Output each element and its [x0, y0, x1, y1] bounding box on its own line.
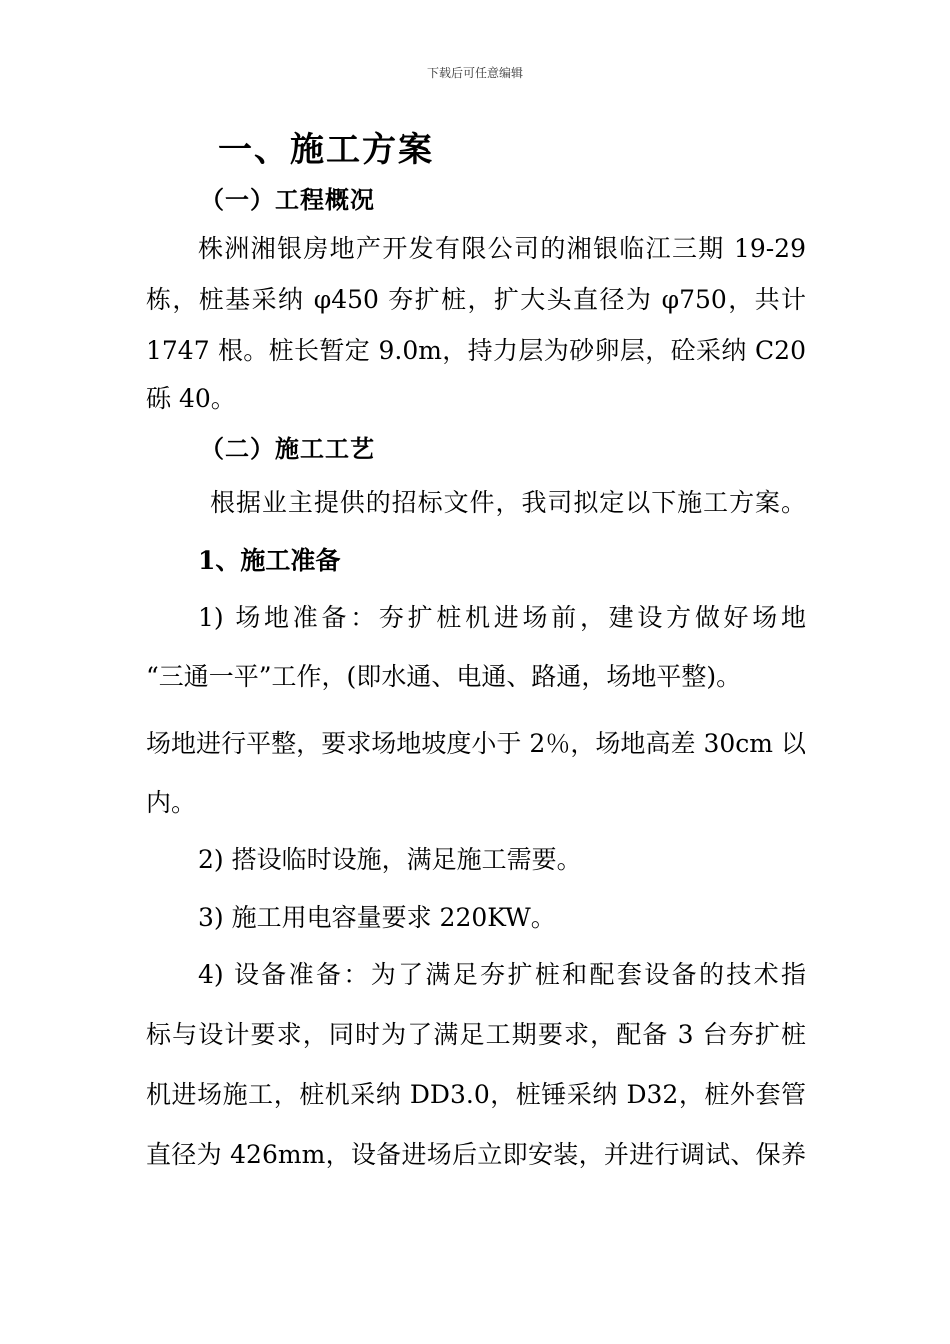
section2-heading: （二）施工工艺 — [200, 434, 375, 463]
subheading: 1、施工准备 — [198, 546, 341, 575]
body-line: 栋，桩基采纳 φ450 夯扩桩，扩大头直径为 φ750，共计 — [146, 285, 806, 314]
body-line: 2) 搭设临时设施，满足施工需要。 — [198, 845, 582, 874]
body-line: 3) 施工用电容量要求 220KW。 — [198, 903, 556, 932]
body-line: 标与设计要求，同时为了满足工期要求，配备 3 台夯扩桩 — [146, 1020, 806, 1049]
page-header-note: 下载后可任意编辑 — [426, 66, 523, 80]
body-line: 4) 设备准备：为了满足夯扩桩和配套设备的技术指 — [198, 960, 806, 989]
body-line: 场地进行平整，要求场地坡度小于 2％，场地高差 30cm 以 — [146, 729, 806, 758]
body-line: 直径为 426mm，设备进场后立即安装，并进行调试、保养 — [146, 1140, 806, 1169]
body-line: “三通一平”工作，(即水通、电通、路通，场地平整)。 — [146, 662, 742, 691]
body-line: 内。 — [146, 788, 197, 817]
page-title: 一、施工方案 — [218, 130, 434, 170]
section1-heading: （一）工程概况 — [200, 185, 375, 214]
body-line: 株洲湘银房地产开发有限公司的湘银临江三期 19-29 — [198, 234, 806, 263]
body-line: 砾 40。 — [146, 384, 236, 413]
body-line: 机进场施工，桩机采纳 DD3.0，桩锤采纳 D32，桩外套管 — [146, 1080, 806, 1109]
body-line: 1747 根。桩长暂定 9.0m，持力层为砂卵层，砼采纳 C20 — [146, 336, 806, 365]
body-line: 1) 场地准备：夯扩桩机进场前，建设方做好场地 — [198, 603, 806, 632]
body-line: 根据业主提供的招标文件，我司拟定以下施工方案。 — [210, 488, 806, 517]
